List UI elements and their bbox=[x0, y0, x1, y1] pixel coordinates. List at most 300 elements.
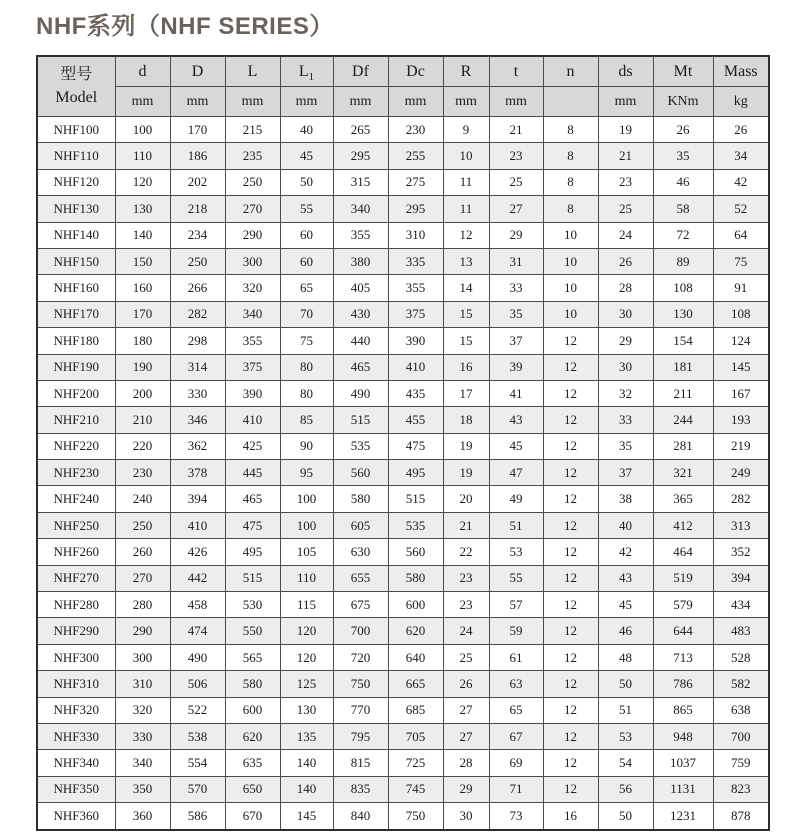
model-cell: NHF250 bbox=[37, 512, 115, 538]
value-cell: 515 bbox=[388, 486, 443, 512]
value-cell: 31 bbox=[489, 248, 543, 274]
value-cell: 230 bbox=[115, 460, 170, 486]
value-cell: 17 bbox=[443, 380, 489, 406]
value-cell: 281 bbox=[653, 433, 713, 459]
header-row-units bbox=[37, 87, 769, 117]
value-cell: 434 bbox=[713, 592, 769, 618]
header-row-labels bbox=[37, 56, 769, 87]
model-cell: NHF130 bbox=[37, 196, 115, 222]
column-header-R: R bbox=[443, 56, 489, 87]
column-header-n: n bbox=[543, 56, 598, 87]
value-cell: 360 bbox=[115, 803, 170, 830]
value-cell: 72 bbox=[653, 222, 713, 248]
value-cell: 64 bbox=[713, 222, 769, 248]
value-cell: 115 bbox=[280, 592, 333, 618]
table-row bbox=[37, 196, 769, 222]
value-cell: 580 bbox=[388, 565, 443, 591]
value-cell: 430 bbox=[333, 301, 388, 327]
value-cell: 18 bbox=[443, 407, 489, 433]
value-cell: 125 bbox=[280, 671, 333, 697]
column-unit-ds: mm bbox=[598, 87, 653, 117]
value-cell: 25 bbox=[489, 169, 543, 195]
table-header bbox=[37, 56, 769, 117]
value-cell: 170 bbox=[115, 301, 170, 327]
column-header-ds: ds bbox=[598, 56, 653, 87]
value-cell: 40 bbox=[598, 512, 653, 538]
value-cell: 230 bbox=[388, 117, 443, 143]
model-cell: NHF190 bbox=[37, 354, 115, 380]
value-cell: 46 bbox=[598, 618, 653, 644]
value-cell: 12 bbox=[543, 644, 598, 670]
value-cell: 713 bbox=[653, 644, 713, 670]
value-cell: 12 bbox=[543, 354, 598, 380]
value-cell: 58 bbox=[653, 196, 713, 222]
value-cell: 410 bbox=[225, 407, 280, 433]
value-cell: 515 bbox=[333, 407, 388, 433]
table-row bbox=[37, 539, 769, 565]
model-cell: NHF290 bbox=[37, 618, 115, 644]
value-cell: 795 bbox=[333, 723, 388, 749]
value-cell: 12 bbox=[543, 697, 598, 723]
value-cell: 12 bbox=[543, 618, 598, 644]
value-cell: 135 bbox=[280, 723, 333, 749]
value-cell: 43 bbox=[489, 407, 543, 433]
value-cell: 321 bbox=[653, 460, 713, 486]
model-cell: NHF360 bbox=[37, 803, 115, 830]
value-cell: 1231 bbox=[653, 803, 713, 830]
value-cell: 8 bbox=[543, 169, 598, 195]
value-cell: 85 bbox=[280, 407, 333, 433]
value-cell: 250 bbox=[170, 248, 225, 274]
table-row bbox=[37, 143, 769, 169]
value-cell: 47 bbox=[489, 460, 543, 486]
value-cell: 522 bbox=[170, 697, 225, 723]
value-cell: 33 bbox=[489, 275, 543, 301]
value-cell: 20 bbox=[443, 486, 489, 512]
column-header-d: d bbox=[115, 56, 170, 87]
value-cell: 240 bbox=[115, 486, 170, 512]
value-cell: 53 bbox=[598, 723, 653, 749]
value-cell: 140 bbox=[280, 750, 333, 776]
value-cell: 282 bbox=[170, 301, 225, 327]
value-cell: 29 bbox=[598, 328, 653, 354]
value-cell: 425 bbox=[225, 433, 280, 459]
column-header-t: t bbox=[489, 56, 543, 87]
value-cell: 211 bbox=[653, 380, 713, 406]
value-cell: 28 bbox=[443, 750, 489, 776]
value-cell: 25 bbox=[598, 196, 653, 222]
value-cell: 725 bbox=[388, 750, 443, 776]
value-cell: 770 bbox=[333, 697, 388, 723]
value-cell: 34 bbox=[713, 143, 769, 169]
column-unit-d: mm bbox=[115, 87, 170, 117]
value-cell: 330 bbox=[115, 723, 170, 749]
value-cell: 57 bbox=[489, 592, 543, 618]
value-cell: 124 bbox=[713, 328, 769, 354]
model-cell: NHF240 bbox=[37, 486, 115, 512]
value-cell: 635 bbox=[225, 750, 280, 776]
value-cell: 73 bbox=[489, 803, 543, 830]
value-cell: 605 bbox=[333, 512, 388, 538]
value-cell: 19 bbox=[443, 433, 489, 459]
value-cell: 670 bbox=[225, 803, 280, 830]
value-cell: 100 bbox=[280, 512, 333, 538]
value-cell: 750 bbox=[333, 671, 388, 697]
value-cell: 11 bbox=[443, 196, 489, 222]
model-cell: NHF230 bbox=[37, 460, 115, 486]
value-cell: 244 bbox=[653, 407, 713, 433]
table-row bbox=[37, 407, 769, 433]
value-cell: 48 bbox=[598, 644, 653, 670]
spec-table bbox=[36, 55, 770, 831]
value-cell: 426 bbox=[170, 539, 225, 565]
value-cell: 835 bbox=[333, 776, 388, 802]
value-cell: 700 bbox=[333, 618, 388, 644]
table-row bbox=[37, 697, 769, 723]
value-cell: 42 bbox=[713, 169, 769, 195]
value-cell: 10 bbox=[543, 301, 598, 327]
value-cell: 75 bbox=[713, 248, 769, 274]
model-cell: NHF210 bbox=[37, 407, 115, 433]
value-cell: 275 bbox=[388, 169, 443, 195]
value-cell: 266 bbox=[170, 275, 225, 301]
value-cell: 59 bbox=[489, 618, 543, 644]
value-cell: 70 bbox=[280, 301, 333, 327]
value-cell: 56 bbox=[598, 776, 653, 802]
value-cell: 11 bbox=[443, 169, 489, 195]
value-cell: 8 bbox=[543, 117, 598, 143]
value-cell: 355 bbox=[388, 275, 443, 301]
value-cell: 295 bbox=[333, 143, 388, 169]
model-cell: NHF270 bbox=[37, 565, 115, 591]
table-row bbox=[37, 618, 769, 644]
page-title: NHF系列（NHF SERIES） bbox=[36, 13, 334, 40]
value-cell: 181 bbox=[653, 354, 713, 380]
value-cell: 538 bbox=[170, 723, 225, 749]
value-cell: 464 bbox=[653, 539, 713, 565]
value-cell: 335 bbox=[388, 248, 443, 274]
value-cell: 346 bbox=[170, 407, 225, 433]
column-header-Mt: Mt bbox=[653, 56, 713, 87]
value-cell: 9 bbox=[443, 117, 489, 143]
value-cell: 50 bbox=[598, 803, 653, 830]
value-cell: 600 bbox=[388, 592, 443, 618]
value-cell: 298 bbox=[170, 328, 225, 354]
value-cell: 12 bbox=[543, 512, 598, 538]
value-cell: 13 bbox=[443, 248, 489, 274]
value-cell: 50 bbox=[598, 671, 653, 697]
value-cell: 565 bbox=[225, 644, 280, 670]
value-cell: 100 bbox=[115, 117, 170, 143]
value-cell: 265 bbox=[333, 117, 388, 143]
column-unit-Mass: kg bbox=[713, 87, 769, 117]
value-cell: 8 bbox=[543, 196, 598, 222]
value-cell: 40 bbox=[280, 117, 333, 143]
value-cell: 38 bbox=[598, 486, 653, 512]
value-cell: 394 bbox=[713, 565, 769, 591]
value-cell: 16 bbox=[443, 354, 489, 380]
value-cell: 355 bbox=[333, 222, 388, 248]
value-cell: 50 bbox=[280, 169, 333, 195]
column-unit-L1: mm bbox=[280, 87, 333, 117]
value-cell: 440 bbox=[333, 328, 388, 354]
value-cell: 12 bbox=[543, 433, 598, 459]
value-cell: 490 bbox=[170, 644, 225, 670]
value-cell: 435 bbox=[388, 380, 443, 406]
model-cell: NHF100 bbox=[37, 117, 115, 143]
value-cell: 620 bbox=[388, 618, 443, 644]
value-cell: 295 bbox=[388, 196, 443, 222]
value-cell: 475 bbox=[388, 433, 443, 459]
value-cell: 665 bbox=[388, 671, 443, 697]
value-cell: 250 bbox=[225, 169, 280, 195]
value-cell: 75 bbox=[280, 328, 333, 354]
value-cell: 840 bbox=[333, 803, 388, 830]
value-cell: 314 bbox=[170, 354, 225, 380]
model-cell: NHF310 bbox=[37, 671, 115, 697]
column-unit-L: mm bbox=[225, 87, 280, 117]
value-cell: 528 bbox=[713, 644, 769, 670]
value-cell: 202 bbox=[170, 169, 225, 195]
value-cell: 655 bbox=[333, 565, 388, 591]
table-row bbox=[37, 433, 769, 459]
value-cell: 745 bbox=[388, 776, 443, 802]
value-cell: 340 bbox=[225, 301, 280, 327]
table-row bbox=[37, 460, 769, 486]
column-header-L: L bbox=[225, 56, 280, 87]
value-cell: 948 bbox=[653, 723, 713, 749]
table-row bbox=[37, 169, 769, 195]
value-cell: 515 bbox=[225, 565, 280, 591]
value-cell: 786 bbox=[653, 671, 713, 697]
value-cell: 235 bbox=[225, 143, 280, 169]
model-cell: NHF140 bbox=[37, 222, 115, 248]
model-cell: NHF330 bbox=[37, 723, 115, 749]
table-row bbox=[37, 328, 769, 354]
value-cell: 465 bbox=[333, 354, 388, 380]
column-header-model bbox=[37, 56, 115, 117]
value-cell: 130 bbox=[115, 196, 170, 222]
model-cell: NHF180 bbox=[37, 328, 115, 354]
value-cell: 41 bbox=[489, 380, 543, 406]
value-cell: 378 bbox=[170, 460, 225, 486]
value-cell: 16 bbox=[543, 803, 598, 830]
value-cell: 320 bbox=[225, 275, 280, 301]
value-cell: 61 bbox=[489, 644, 543, 670]
value-cell: 12 bbox=[543, 380, 598, 406]
value-cell: 186 bbox=[170, 143, 225, 169]
model-cell: NHF340 bbox=[37, 750, 115, 776]
value-cell: 65 bbox=[489, 697, 543, 723]
value-cell: 560 bbox=[388, 539, 443, 565]
value-cell: 823 bbox=[713, 776, 769, 802]
value-cell: 570 bbox=[170, 776, 225, 802]
value-cell: 24 bbox=[598, 222, 653, 248]
model-cell: NHF350 bbox=[37, 776, 115, 802]
value-cell: 71 bbox=[489, 776, 543, 802]
table-row bbox=[37, 117, 769, 143]
value-cell: 21 bbox=[489, 117, 543, 143]
value-cell: 412 bbox=[653, 512, 713, 538]
value-cell: 640 bbox=[388, 644, 443, 670]
value-cell: 582 bbox=[713, 671, 769, 697]
value-cell: 330 bbox=[170, 380, 225, 406]
value-cell: 759 bbox=[713, 750, 769, 776]
value-cell: 394 bbox=[170, 486, 225, 512]
value-cell: 550 bbox=[225, 618, 280, 644]
value-cell: 270 bbox=[225, 196, 280, 222]
value-cell: 310 bbox=[388, 222, 443, 248]
value-cell: 12 bbox=[443, 222, 489, 248]
value-cell: 14 bbox=[443, 275, 489, 301]
value-cell: 630 bbox=[333, 539, 388, 565]
value-cell: 519 bbox=[653, 565, 713, 591]
model-header-en: Model bbox=[55, 88, 98, 106]
value-cell: 10 bbox=[543, 275, 598, 301]
value-cell: 300 bbox=[115, 644, 170, 670]
value-cell: 35 bbox=[598, 433, 653, 459]
value-cell: 650 bbox=[225, 776, 280, 802]
value-cell: 26 bbox=[713, 117, 769, 143]
value-cell: 51 bbox=[489, 512, 543, 538]
value-cell: 300 bbox=[225, 248, 280, 274]
table-row bbox=[37, 222, 769, 248]
column-header-subscript: 1 bbox=[308, 70, 315, 83]
column-header-Mass: Mass bbox=[713, 56, 769, 87]
value-cell: 52 bbox=[713, 196, 769, 222]
value-cell: 15 bbox=[443, 301, 489, 327]
value-cell: 12 bbox=[543, 539, 598, 565]
value-cell: 365 bbox=[653, 486, 713, 512]
model-cell: NHF170 bbox=[37, 301, 115, 327]
value-cell: 234 bbox=[170, 222, 225, 248]
value-cell: 160 bbox=[115, 275, 170, 301]
value-cell: 220 bbox=[115, 433, 170, 459]
table-row bbox=[37, 248, 769, 274]
value-cell: 130 bbox=[653, 301, 713, 327]
table-row bbox=[37, 803, 769, 830]
table-row bbox=[37, 644, 769, 670]
table-row bbox=[37, 565, 769, 591]
value-cell: 12 bbox=[543, 723, 598, 749]
value-cell: 390 bbox=[388, 328, 443, 354]
value-cell: 54 bbox=[598, 750, 653, 776]
value-cell: 53 bbox=[489, 539, 543, 565]
value-cell: 89 bbox=[653, 248, 713, 274]
value-cell: 878 bbox=[713, 803, 769, 830]
value-cell: 705 bbox=[388, 723, 443, 749]
value-cell: 410 bbox=[170, 512, 225, 538]
value-cell: 45 bbox=[598, 592, 653, 618]
value-cell: 63 bbox=[489, 671, 543, 697]
model-cell: NHF280 bbox=[37, 592, 115, 618]
value-cell: 580 bbox=[333, 486, 388, 512]
value-cell: 19 bbox=[443, 460, 489, 486]
value-cell: 27 bbox=[443, 723, 489, 749]
value-cell: 29 bbox=[443, 776, 489, 802]
value-cell: 140 bbox=[280, 776, 333, 802]
table-row bbox=[37, 723, 769, 749]
value-cell: 490 bbox=[333, 380, 388, 406]
value-cell: 69 bbox=[489, 750, 543, 776]
value-cell: 23 bbox=[443, 592, 489, 618]
value-cell: 145 bbox=[713, 354, 769, 380]
model-cell: NHF110 bbox=[37, 143, 115, 169]
value-cell: 620 bbox=[225, 723, 280, 749]
value-cell: 685 bbox=[388, 697, 443, 723]
value-cell: 154 bbox=[653, 328, 713, 354]
value-cell: 355 bbox=[225, 328, 280, 354]
value-cell: 108 bbox=[713, 301, 769, 327]
value-cell: 554 bbox=[170, 750, 225, 776]
value-cell: 45 bbox=[280, 143, 333, 169]
value-cell: 21 bbox=[598, 143, 653, 169]
value-cell: 170 bbox=[170, 117, 225, 143]
value-cell: 42 bbox=[598, 539, 653, 565]
value-cell: 350 bbox=[115, 776, 170, 802]
column-header-Dc: Dc bbox=[388, 56, 443, 87]
model-cell: NHF220 bbox=[37, 433, 115, 459]
value-cell: 12 bbox=[543, 460, 598, 486]
value-cell: 1131 bbox=[653, 776, 713, 802]
value-cell: 675 bbox=[333, 592, 388, 618]
value-cell: 750 bbox=[388, 803, 443, 830]
value-cell: 580 bbox=[225, 671, 280, 697]
value-cell: 26 bbox=[443, 671, 489, 697]
value-cell: 32 bbox=[598, 380, 653, 406]
value-cell: 55 bbox=[489, 565, 543, 591]
value-cell: 24 bbox=[443, 618, 489, 644]
model-header-cn: 型号 bbox=[60, 66, 93, 84]
value-cell: 315 bbox=[333, 169, 388, 195]
value-cell: 282 bbox=[713, 486, 769, 512]
value-cell: 638 bbox=[713, 697, 769, 723]
value-cell: 320 bbox=[115, 697, 170, 723]
value-cell: 483 bbox=[713, 618, 769, 644]
value-cell: 210 bbox=[115, 407, 170, 433]
value-cell: 43 bbox=[598, 565, 653, 591]
value-cell: 475 bbox=[225, 512, 280, 538]
value-cell: 180 bbox=[115, 328, 170, 354]
value-cell: 60 bbox=[280, 248, 333, 274]
value-cell: 130 bbox=[280, 697, 333, 723]
value-cell: 375 bbox=[225, 354, 280, 380]
value-cell: 215 bbox=[225, 117, 280, 143]
value-cell: 200 bbox=[115, 380, 170, 406]
value-cell: 12 bbox=[543, 407, 598, 433]
column-unit-Df: mm bbox=[333, 87, 388, 117]
value-cell: 23 bbox=[489, 143, 543, 169]
value-cell: 12 bbox=[543, 776, 598, 802]
value-cell: 380 bbox=[333, 248, 388, 274]
value-cell: 27 bbox=[489, 196, 543, 222]
column-unit-D: mm bbox=[170, 87, 225, 117]
value-cell: 67 bbox=[489, 723, 543, 749]
value-cell: 37 bbox=[598, 460, 653, 486]
value-cell: 219 bbox=[713, 433, 769, 459]
column-unit-t: mm bbox=[489, 87, 543, 117]
model-cell: NHF320 bbox=[37, 697, 115, 723]
value-cell: 270 bbox=[115, 565, 170, 591]
table-row bbox=[37, 750, 769, 776]
value-cell: 108 bbox=[653, 275, 713, 301]
value-cell: 280 bbox=[115, 592, 170, 618]
value-cell: 39 bbox=[489, 354, 543, 380]
value-cell: 30 bbox=[598, 354, 653, 380]
value-cell: 445 bbox=[225, 460, 280, 486]
value-cell: 405 bbox=[333, 275, 388, 301]
value-cell: 410 bbox=[388, 354, 443, 380]
